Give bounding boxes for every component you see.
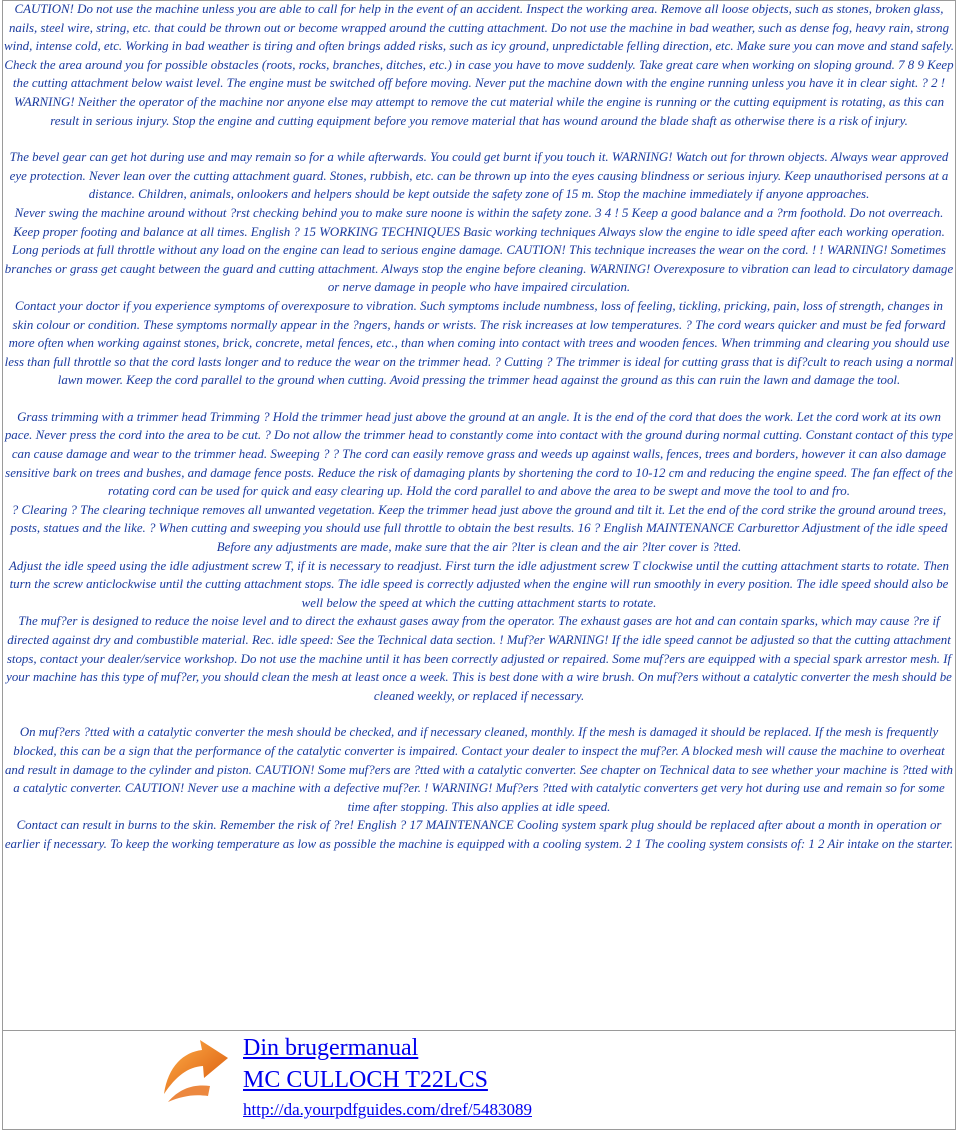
footer-divider (3, 1030, 955, 1031)
document-body (4, 0, 954, 854)
paragraph-bevel-gear: The bevel gear can get hot during use and may remain so for a while afterwards. You could get burnt if you touch it. WARNING! Watch out for thrown objects. Always wear approved eye protection. Never lean over the cutting attachment guard. Stones, rubbish, etc. can be thrown up into the eyes causing blindness or serious injury. Keep unauthorised persons at a distance. Children, animals, onlookers and helpers should be kept outside the safety zone of 15 m. Stop the machine immediately if anyone approaches. (9, 150, 949, 202)
manual-title-link[interactable]: Din brugermanual (243, 1035, 419, 1061)
paragraph-idle-speed: Adjust the idle speed using the idle adjustment screw T, if it is necessary to readjust. First turn the idle adjustment screw T clockwise until the cutting attachment starts to rotate. Then turn the screw anticlockwise until the cutting attachment stops. The idle speed is correctly adjusted when the engine will run smoothly in every position. The idle speed should also be well below the speed at which the cutting attachment starts to rotate. (9, 558, 949, 610)
paragraph-cooling: Contact can result in burns to the skin. Remember the risk of ?re! English ? 17 MAINTENANCE Cooling system spark plug should be replaced after about a month in operation or earlier if necessary. To keep the working temperature as low as possible the machine is equipped with a cooling system. 2 1 The cooling system consists of: 1 2 Air intake on the starter. (4, 818, 954, 851)
model-link[interactable]: MC CULLOCH T22LCS (243, 1067, 488, 1093)
footer (150, 1032, 850, 1127)
paragraph-trimming: Grass trimming with a trimmer head Trimming ? Hold the trimmer head just above the ground at an angle. It is the end of the cord that does the work. Let the cord work at its own pace. Never press the cord into the area to be cut. ? Do not allow the trimmer head to constantly come into contact with the ground during normal cutting. Constant contact of this type can cause damage and wear to the trimmer head. Sweeping ? ? The cord can easily remove grass and weeds up against walls, fences, trees and borders, however it can also damage sensitive bark on trees and bushes, and damage fence posts. Reduce the risk of damaging plants by shortening the cord to 10-12 cm and reducing the engine speed. The fan effect of the rotating cord can be used for quick and easy clearing up. Hold the cord parallel to and above the area to be swept and move the tool to and fro. (4, 409, 954, 499)
url-link[interactable]: http://da.yourpdfguides.com/dref/5483089 (243, 1100, 532, 1119)
footer-links (243, 1032, 532, 1123)
paragraph-vibration: Contact your doctor if you experience symptoms of overexposure to vibration. Such symptoms include numbness, loss of feeling, tickling, pricking, pain, loss of strength, changes in skin colour or condition. These symptoms normally appear in the ?ngers, hands or wrists. The risk increases at low temperatures. ? The cord wears quicker and must be fed forward more often when working against stones, brick, concrete, metal fences, etc., than when coming into contact with trees and wooden fences. When trimming and clearing you should use less than full throttle so that the cord lasts longer and to reduce the wear on the trimmer head. ? Cutting ? The trimmer is ideal for cutting grass that is dif?cult to reach using a normal lawn mower. Keep the cord parallel to the ground when cutting. Avoid pressing the trimmer head against the ground as this can ruin the lawn and damage the tool. (4, 298, 954, 388)
paragraph-balance: Never swing the machine around without ?rst checking behind you to make sure noone is within the safety zone. 3 4 ! 5 Keep a good balance and a ?rm foothold. Do not overreach. Keep proper footing and balance at all times. English ? 15 WORKING TECHNIQUES Basic working techniques Always slow the engine to idle speed after each working operation. (13, 205, 945, 239)
paragraph-clearing: ? Clearing ? The clearing technique removes all unwanted vegetation. Keep the trimmer head just above the ground and tilt it. Let the end of the cord strike the ground around trees, posts, statues and the like. ? When cutting and sweeping you should use full throttle to obtain the best results. 16 ? English MAINTENANCE Carburettor Adjustment of the idle speed Before any adjustments are made, make sure that the air ?lter is clean and the air ?lter cover is ?tted. (10, 502, 948, 555)
paragraph-muffler: The muf?er is designed to reduce the noise level and to direct the exhaust gases away from the operator. The exhaust gases are hot and can contain sparks, which may cause ?re if directed against dry and combustible material. Rec. idle speed: See the Technical data section. ! Muf?er WARNING! If the idle speed cannot be adjusted so that the cutting attachment stops, contact your dealer/service workshop. Do not use the machine until it has been correctly adjusted or repaired. Some muf?ers are equipped with a special spark arrestor mesh. If your machine has this type of muf?er, you should clean the mesh at least once a week. This is best done with a wire brush. On muf?ers without a catalytic converter the mesh should be cleaned weekly, or replaced if necessary. (6, 614, 952, 703)
orange-arrow-icon (158, 1036, 232, 1110)
paragraph-safety: CAUTION! Do not use the machine unless you are able to call for help in the event of an accident. Inspect the working area. Remove all loose objects, such as stones, broken glass, nails, steel wire, string, etc. that could be thrown out or become wrapped around the cutting attachment. Do not use the machine in bad weather, such as dense fog, heavy rain, strong wind, intense cold, etc. Working in bad weather is tiring and often brings added risks, such as icy ground, unpredictable felling direction, etc. Make sure you can move and stand safely. Check the area around you for possible obstacles (roots, rocks, branches, ditches, etc.) in case you have to move suddenly. Take great care when working on sloping ground. 7 8 9 Keep the cutting attachment below waist level. The engine must be switched off before moving. Never put the machine down with the engine running unless you have it in clear sight. ? 2 ! WARNING! Neither the operator of the machine nor anyone else may attempt to remove the cut material while the engine is running or the cutting equipment is rotating, as this can result in serious injury. Stop the engine and cutting equipment before you remove material that has wound around the blade shaft as otherwise there is a risk of injury. (4, 2, 954, 128)
paragraph-throttle: Long periods at full throttle without any load on the engine can lead to serious engine damage. CAUTION! This technique increases the wear on the cord. ! ! WARNING! Sometimes branches or grass get caught between the guard and cutting attachment. Always stop the engine before cleaning. WARNING! Overexposure to vibration can lead to circulatory damage or nerve damage in people who have impaired circulation. (4, 243, 954, 295)
paragraph-catalytic: On muf?ers ?tted with a catalytic converter the mesh should be checked, and if necessary cleaned, monthly. If the mesh is damaged it should be replaced. If the mesh is frequently blocked, this can be a sign that the performance of the catalytic converter is impaired. Contact your dealer to inspect the muf?er. A blocked mesh will cause the machine to overheat and result in damage to the cylinder and piston. CAUTION! Some muf?ers are ?tted with a catalytic converter. See chapter on Technical data to see whether your machine is ?tted with a catalytic converter. CAUTION! Never use a machine with a defective muf?er. ! WARNING! Muf?ers ?tted with catalytic converters get very hot during use and remain so for some time after stopping. This also applies at idle speed. (4, 725, 954, 814)
